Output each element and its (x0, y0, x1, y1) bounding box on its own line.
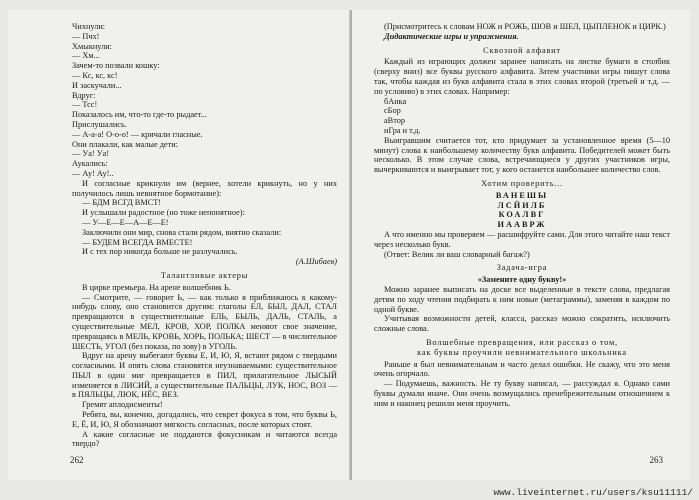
text-line: И услышали радостное (но тоже непонятное): (82, 208, 245, 218)
paragraph: Раньше я был невнимательным и часто делал ошибки. Не скажу, что это меня очень огорчало. (374, 359, 670, 379)
paragraph: Ребята, вы, конечно, догадались, что секрет фокуса в том, что буквы Ь, Е, Ё, И, Ю, Я обозначают мягкость согласных, после которых стоят. (72, 410, 337, 429)
section-subtitle: «Замените одну букву!» (477, 275, 567, 285)
dialog-line: Зачем-то позвали кошку: (72, 61, 160, 71)
section-title: Сквозной алфавит (483, 45, 561, 55)
paragraph: Каждый из играющих должен заранее написать на листке бумаги в столбик (сверху вниз) все буквы русского алфавита. Затем участники игры пишут слова так, чтобы каждая из букв алфавита стала в этих словах второй (третьей и т.д. — по условию) в этих словах. Например: (374, 57, 670, 96)
section-title: Хотим проверить... (481, 178, 563, 188)
dialog-block (72, 22, 337, 179)
example-word: иГра и т.д. (384, 125, 421, 135)
text-line: И с тех пор никогда больше не разлучались. (82, 247, 238, 257)
attribution: (А.Шибаев) (295, 257, 337, 267)
paragraph: В цирке премьера. На арене волшебник Ь. (82, 282, 231, 292)
left-page (8, 10, 351, 480)
dialog-line: Показалось им, что-то где-то рыдает... (72, 110, 207, 120)
dialog-line: — А-а-а! О-о-о! — кричали гласные. (72, 129, 203, 139)
dialog-line: Вдруг: (72, 90, 96, 100)
example-word: сБор (384, 106, 401, 116)
paragraph: Можно заранее выписать на доске все выделенные в тексте слова, предлагая детям по ходу чтения подбирать к ним новые (метаграммы), заменяя в каждом по одной букве. (374, 284, 670, 314)
section-title: Задача-игра (496, 263, 548, 273)
subheading: Дидактические игры и упражнения. (384, 31, 519, 41)
quote-line: — БУДЕМ ВСЕГДА ВМЕСТЕ! (82, 237, 193, 247)
quote-line: — БДМ ВСГД ВМСТ! (82, 198, 162, 208)
dialog-line: — Ау! Ау!.. (72, 168, 114, 178)
example-word: бАнка (384, 96, 407, 106)
paragraph: Гремят аплодисменты! (82, 400, 163, 410)
right-page (352, 10, 690, 480)
puzzle-row: ИААВРЖ (497, 220, 547, 230)
dialog-line: — Хм... (72, 51, 100, 61)
puzzle-row: ЛСЙИЛБ (497, 200, 547, 210)
dialog-line: — Уа! Уа! (72, 149, 110, 159)
example-word: аВтор (384, 116, 406, 126)
paragraph: А какие согласные не поддаются фокусникам и читаются всегда твердо? (72, 429, 337, 449)
page-number-right: 263 (649, 455, 663, 465)
paragraph: И согласные крикнули им (вернее, хотели крикнуть, но у них получилось лишь невнятное бормотание): (72, 178, 337, 198)
puzzle-row: КОАЛВГ (498, 210, 546, 220)
answer: (Ответ: Велик ли ваш словарный багаж?) (384, 249, 530, 259)
paragraph: — Подумаешь, важность. Не ту букву написал, — рассуждал я. Однако сами буквы думали иначе. Они очень возмущались пренебрежительным отношением к ним и наконец решили меня проучить. (374, 379, 670, 408)
dialog-line: — Пчх! (72, 31, 100, 41)
dialog-line: — Тсс! (72, 100, 98, 110)
paragraph: Вдруг на арену выбегают буквы Е, И, Ю, Я, встают рядом с твердыми согласными. И опять слова становятся неузнаваемыми: существительное ПЫЛ в один миг превращается в ПИЛ, прилагательное ЛЫСЫЙ изменяется в ЛИСИЙ, а существительные ПАЛЬЦЫ, ЛУК, НОС, ВОЗ — в ПЯЛЬЦЫ, ЛЮК, НЁС, ВЕЗ. (72, 351, 337, 400)
dialog-line: Прислушались. (72, 119, 127, 129)
page-number-left: 262 (70, 455, 84, 465)
paragraph: Учитывая возможности детей, класса, рассказ можно сократить, исключить сложные слова. (374, 314, 670, 334)
section-title: Талантливые актеры (160, 270, 249, 280)
dialog-line: Они плакали, как малые дети: (72, 139, 178, 149)
paragraph: А что именно мы проверяем — расшифруйте сами. Для этого читайте наш текст через несколько букв. (374, 229, 670, 249)
section-title: как буквы проучили невнимательного школьника (417, 347, 627, 357)
paragraph: Выигравшим считается тот, кто придумает за установленное время (5—10 минут) слова к наибольшему количеству букв алфавита. Победителей может быть несколько. В этом случае слова, встречающиеся у других участников игры, вычеркиваются и выигрывает тот, у кого останется наибольшее количество слов. (374, 135, 670, 175)
dialog-line: И заскучали... (72, 80, 122, 90)
dialog-line: — Кс, кс, кс! (72, 70, 118, 80)
dialog-line: Хмыкнули: (72, 41, 112, 51)
dialog-line: Чихнули: (72, 22, 106, 31)
paragraph: (Присмотритесь к словам НОЖ и РОЖЬ, ШОВ и ШЕЛ, ЦЫПЛЕНОК и ЦИРК.) (384, 22, 666, 31)
puzzle-row: ВАНЕШЫ (495, 190, 549, 200)
section-title: Волшебные превращения, или рассказ о том, (426, 337, 618, 347)
text-line: Заключили они мир, снова стали рядом, внятно сказали: (82, 227, 282, 237)
dialog-line: Аукались: (72, 159, 108, 169)
quote-line: — У—Е—Е—А—Е—Е! (82, 217, 169, 227)
paragraph: — Смотрите, — говорит Ь, — как только я приближаюсь к какому-нибудь слову, оно становится другим: глаголы ЕЛ, БЫЛ, ДАЛ, СТАЛ превращаются в существительные ЕЛЬ, БЫЛЬ, ДАЛЬ, СТАЛЬ, а существительные МЕЛ, КРОВ, ХОР, ПОЛКА меняют свое значение, превращаясь в МЕЛЬ, КРОВЬ, ХОРЬ, ПОЛЬКА; ШЕСТ — в числительное ШЕСТЬ, УГОЛ (без показа, по зову) в УГОЛЬ. (72, 292, 337, 351)
watermark-url: www.liveinternet.ru/users/ksu11111/ (493, 487, 693, 498)
